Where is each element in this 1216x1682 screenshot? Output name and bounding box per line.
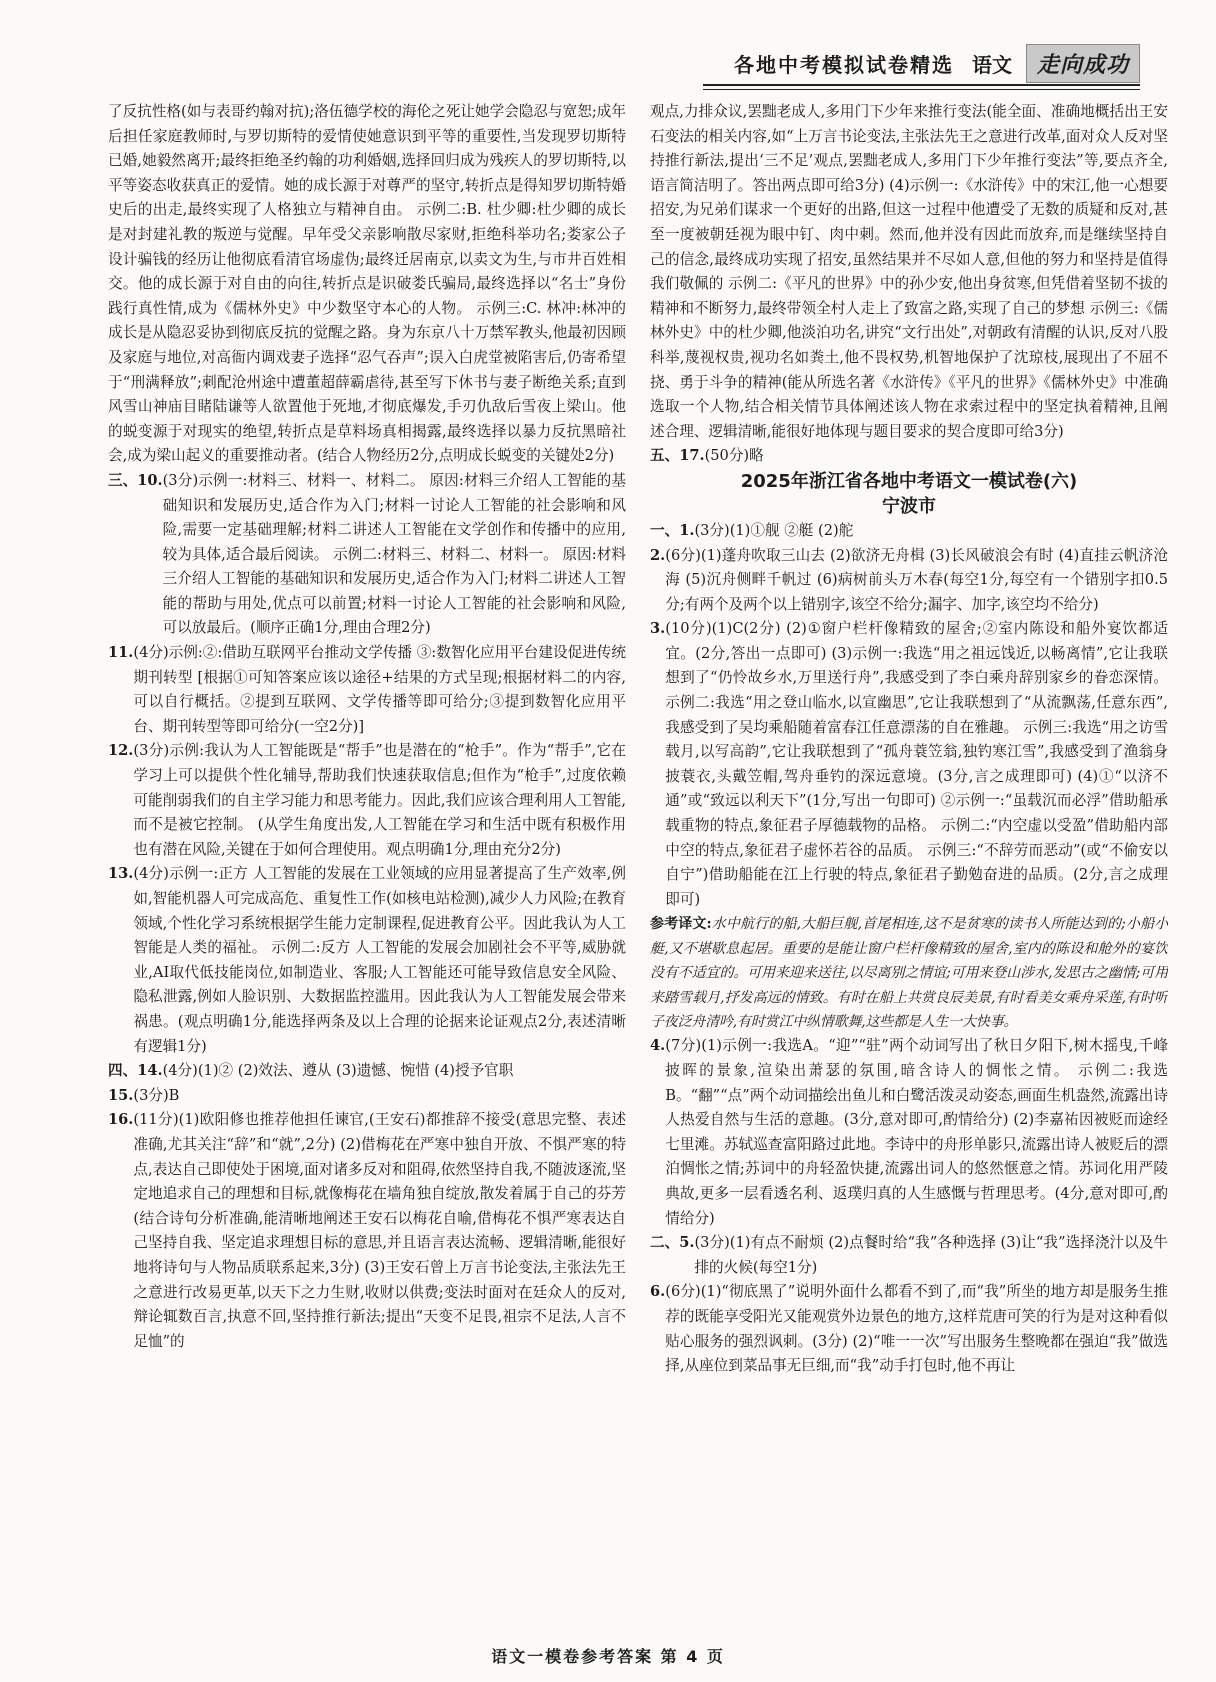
answer-text: (7分)(1)示例一:我选A。“迎”“驻”两个动词写出了秋日夕阳下,树木摇曳,千峰披晖的景象,渲染出萧瑟的氛围,暗含诗人的惆怅之情。 示例二:我选B。“翻”“点”两个动词描绘出鱼儿和白鹭活泼灵动姿态,画面生机盎然,流露出诗人热爱自然与生活的意趣。(3分,意对即可,酌情给分) (2)李嘉祐因被贬而途经七里滩。苏轼巡查富阳路过此地。李诗中的舟形单影只,流露出诗人被贬后的漂泊惆怅之情;苏词中的舟轻盈快捷,流露出词人的悠然惬意之情。苏词化用严陵典故,更多一层看透名利、返璞归真的人生感慨与哲理思考。(4分,意对即可,酌情给分): [665, 1037, 1168, 1227]
answer-number: 五、17.: [650, 447, 705, 465]
answer-number: 2.: [650, 546, 666, 564]
answer-number: 16.: [108, 1111, 134, 1129]
page-header: [700, 44, 1140, 82]
answer-12: [108, 739, 626, 862]
answer-number: 6.: [650, 1283, 666, 1301]
translation-text: 水中航行的船,大船巨舰,首尾相连,这不是贫寒的读书人所能达到的;小船小艇,又不堪歇息起居。重要的是能让窗户栏杆像精致的屋舍,室内的陈设和舱外的宴饮没有不适宜的。可用来迎来送往,以尽离别之情谊;可用来登山涉水,发思古之幽情;可用来踏雪载月,抒发高远的情致。有时在船上共赏良辰美景,有时看美女乘舟采莲,有时听子夜泛舟清吟,有时赏江中纵情歌舞,这些都是人生一大快事。: [650, 916, 1168, 1031]
answer-text: (6分)(1)蓬舟吹取三山去 (2)欲济无舟楫 (3)长风破浪会有时 (4)直挂云帆济沧海 (5)沉舟侧畔千帆过 (6)病树前头万木春(每空1分,每空有一个错别字扣0.5分;有两个及两个以上错别字,该空不给分;漏字、加字,该空均不给分): [665, 546, 1168, 613]
left-column: [108, 100, 626, 1630]
answer-text: (10分)(1)C(2分) (2)①窗户栏杆像精致的屋舍;②室内陈设和船外宴饮都适宜。(2分,答出一点即可) (3)示例一:我选“用之祖远饯近,以畅离情”,它让我联想到了“仍怜故乡水,万里送行舟”,我感受到了李白乘舟辞别家乡的眷恋深情。 示例二:我选“用之登山临水,以宣幽思”,它让我联想到了“从流飘荡,任意东西”,我感受到了吴均乘船随着富春江任意漂荡的自在雅趣。 示例三:我选“用之访雪载月,以写高韵”,它让我联想到了“孤舟蓑笠翁,独钓寒江雪”,我感受到了渔翁身披蓑衣,头戴笠帽,驾舟垂钓的深远意境。(3分,言之成理即可) (4)①“以济不通”或“致远以利天下”(1分,写出一句即可) ②示例一:“虽载沉而必浮”借助船承载重物的特点,象征君子厚德载物的品格。 示例二:“内空虚以受盈”借助船内部中空的特点,象征君子虚怀若谷的品质。 示例三:“不辞劳而恶动”(或“不偷安以自宁”)借助船能在江上行驶的特点,象征君子勤勉奋进的品质。(2分,言之成理即可): [665, 620, 1168, 908]
answer-text: (50分)略: [704, 447, 764, 465]
paper-title: 2025年浙江省各地中考语文一模试卷(六): [740, 470, 1078, 492]
answer-number: 12.: [108, 742, 134, 760]
answer-11: [108, 641, 626, 739]
reference-translation: [650, 912, 1168, 1034]
answer-number: 4.: [650, 1037, 666, 1055]
answer-number: 一、1.: [650, 521, 695, 539]
answer-text: (3分)(1)有点不耐烦 (2)点餐时给“我”各种选择 (3)让“我”选择浇汁以及牛排的火候(每空1分): [694, 1234, 1168, 1276]
answer-text: (4分)(1)② (2)效法、遵从 (3)遗憾、惋惜 (4)授予官职: [162, 1062, 514, 1080]
brand-logo: 走向成功: [1026, 44, 1140, 83]
answer-16: [108, 1108, 626, 1354]
answer-number: 三、10.: [108, 471, 163, 489]
header-rule-thin: [703, 89, 1140, 90]
answer-text: (3分)示例一:材料三、材料一、材料二。 原因:材料三介绍人工智能的基础知识和发展历史,适合作为入门;材料一讨论人工智能的社会影响和风险,需要一定基础理解;材料二讲述人工智能在文学创作和传播中的应用,较为具体,适合最后阅读。 示例二:材料三、材料二、材料一。 原因:材料三介绍人工智能的基础知识和发展历史,适合作为入门;材料二讲述人工智能的帮助与用处,优点可以前置;材料一讨论人工智能的社会影响和风险,可以放最后。(顺序正确1分,理由合理2分): [162, 471, 626, 637]
header-rule: [703, 84, 1140, 86]
answer-number: 13.: [108, 865, 134, 883]
answer-3: [650, 617, 1168, 912]
continued-paragraph: 观点,力排众议,罢黜老成人,多用门下少年来推行变法(能全面、准确地概括出王安石变法的相关内容,如“上万言书论变法,主张法先王之意进行改革,面对众人反对坚持推行新法,提出‘三不足’观点,罢黜老成人,多用门下少年推行变法”等,要点齐全,语言简洁明了。答出两点即可给3分) (4)示例一:《水浒传》中的宋江,他一心想要招安,为兄弟们谋求一个更好的出路,但这一过程中他遭受了无数的质疑和反对,甚至一度被朝廷视为眼中钉、肉中刺。然而,他并没有因此而放弃,而是继续坚持自己的信念,最终成功实现了招安,虽然结果并不尽如人意,但他的努力和坚持是值得我们敬佩的 示例二:《平凡的世界》中的孙少安,他出身贫寒,但凭借着坚韧不拔的精神和不断努力,最终带领全村人走上了致富之路,实现了自己的梦想 示例三:《儒林外史》中的杜少卿,他淡泊功名,讲究“文行出处”,对朝政有清醒的认识,反对八股科举,蔑视权贵,视功名如粪土,他不畏权势,机智地保护了沈琼枝,展现出了不屈不挠、勇于斗争的精神(能从所选名著《水浒传》《平凡的世界》《儒林外史》中准确选取一个人物,结合相关情节具体阐述该人物在求索过程中的坚定执着精神,且阐述合理、逻辑清晰,能很好地体现与题目要求的契合度即可给3分): [650, 103, 1168, 440]
answer-14: [108, 1059, 626, 1084]
answer-13: [108, 862, 626, 1059]
answer-text: (6分)(1)“彻底黑了”说明外面什么都看不到了,而“我”所坐的地方却是服务生推荐的既能享受阳光又能观赏外边景色的地方,这样荒唐可笑的行为是对这种看似贴心服务的强烈讽刺。(3分) (2)“唯一一次”写出服务生整晚都在强迫“我”做选择,从座位到菜品事无巨细,而“我”动手打包时,他不再让: [665, 1283, 1168, 1375]
answer-text: (3分)B: [133, 1086, 180, 1104]
answer-text: (4分)示例一:正方 人工智能的发展在工业领域的应用显著提高了生产效率,例如,智能机器人可完成高危、重复性工作(如核电站检测),减少人力风险;在教育领域,个性化学习系统根据学生能力定制课程,促进教育公平。因此我认为人工智能是人类的福祉。 示例二:反方 人工智能的发展会加剧社会不平等,威胁就业,AI取代低技能岗位,如制造业、客服;人工智能还可能导致信息安全风险、隐私泄露,例如人脸识别、大数据监控滥用。因此我认为人工智能发展会带来祸患。(观点明确1分,能选择两条及以上合理的论据来论证观点2分,表述清晰有逻辑1分): [133, 865, 626, 1055]
answer-text: (4分)示例:②:借助互联网平台推动文学传播 ③:数智化应用平台建设促进传统期刊转型 [根据①可知答案应该以途径+结果的方式呈现;根据材料二的内容,可以自行概括。②提到互联网、文学传播等即可给分;③提到数智化应用平台、期刊转型等即可给分(一空2分)]: [133, 644, 626, 735]
answer-5: [650, 1231, 1168, 1280]
answer-text: (3分)(1)①舰 ②艇 (2)舵: [694, 521, 854, 539]
translation-label: 参考译文:: [650, 916, 712, 933]
answer-4: [650, 1034, 1168, 1231]
answer-number: 11.: [108, 644, 134, 662]
header-subject: 语文: [971, 52, 1012, 77]
continued-paragraph: 了反抗性格(如与表哥约翰对抗);洛伍德学校的海伦之死让她学会隐忍与宽恕;成年后担任家庭教师时,与罗切斯特的爱情使她意识到平等的重要性,当发现罗切斯特已婚,她毅然离开;最终拒绝圣约翰的功利婚姻,选择回归成为残疾人的罗切斯特,以平等姿态收获真正的爱情。她的成长源于对尊严的坚守,转折点是得知罗切斯特婚史后的出走,最终实现了人格独立与精神自由。 示例二:B. 杜少卿:杜少卿的成长是对封建礼教的叛逆与觉醒。早年受父亲影响散尽家财,拒绝科举功名;娄家公子设计骗钱的经历让他彻底看清官场虚伪;最终迁居南京,以卖文为生,与市井百姓相交。他的成长源于对自由的向往,转折点是识破娄氏骗局,最终选择以“名士”身份践行真性情,成为《儒林外史》中少数坚守本心的人物。 示例三:C. 林冲:林冲的成长是从隐忍妥协到彻底反抗的觉醒之路。身为东京八十万禁军教头,他最初因顾及家庭与地位,对高衙内调戏妻子选择“忍气吞声”;误入白虎堂被陷害后,仍寄希望于“刑满释放”;刺配沧州途中遭董超薛霸虐待,甚至写下休书与妻子断绝关系;直到风雪山神庙目睹陆谦等人欲置他于死地,才彻底爆发,手刃仇敌后雪夜上梁山。他的蜕变源于对现实的绝望,转折点是草料场真相揭露,最终选择以暴力反抗黑暗社会,成为梁山起义的重要推动者。(结合人物经历2分,点明成长蜕变的关键处2分): [108, 103, 626, 465]
right-column: [650, 100, 1168, 1630]
answer-6: [650, 1280, 1168, 1378]
answer-1: [650, 519, 1168, 544]
answer-number: 3.: [650, 620, 666, 638]
header-title: 各地中考模拟试卷精选: [733, 52, 954, 77]
answer-text: (3分)示例:我认为人工智能既是“帮手”也是潜在的“枪手”。作为“帮手”,它在学习上可以提供个性化辅导,帮助我们快速获取信息;但作为“枪手”,过度依赖可能削弱我们的自主学习能力和思考能力。因此,我们应该合理利用人工智能,而不是被它控制。 (从学生角度出发,人工智能在学习和生活中既有积极作用也有潜在风险,关键在于如何合理使用。观点明确1分,理由充分2分): [133, 742, 626, 858]
page-footer: 语文一模卷参考答案 第 4 页: [491, 1647, 725, 1666]
answer-number: 15.: [108, 1086, 134, 1104]
answer-text: (11分)(1)欧阳修也推荐他担任谏官,(王安石)都推辞不接受(意思完整、表述准确,尤其关注“辞”和“就”,2分) (2)借梅花在严寒中独自开放、不惧严寒的特点,表达自己即使处于困境,面对诸多反对和阻碍,依然坚持自我,不随波逐流,坚定地追求自己的理想和目标,就像梅花在墙角独自绽放,散发着属于自己的芬芳(结合诗句分析准确,能清晰地阐述王安石以梅花自喻,借梅花不惧严寒表达自己坚持自我、坚定追求理想目标的意思,并且语言表达流畅、逻辑清晰,能很好地将诗句与人物品质联系起来,3分) (3)王安石曾上万言书论变法,主张法先王之意进行改易更革,以天下之力生财,收财以供费;变法时面对在廷众人的反对,辩论辄数百言,执意不回,坚持推行新法;提出“天变不足畏,祖宗不足法,人言不足恤”的: [133, 1111, 626, 1350]
answer-15: [108, 1084, 626, 1109]
answer-number: 四、14.: [108, 1062, 163, 1080]
answer-10: [108, 469, 626, 641]
answer-2: [650, 544, 1168, 618]
paper-city: 宁波市: [882, 495, 936, 517]
answer-17: [650, 444, 1168, 469]
answer-number: 二、5.: [650, 1234, 695, 1252]
